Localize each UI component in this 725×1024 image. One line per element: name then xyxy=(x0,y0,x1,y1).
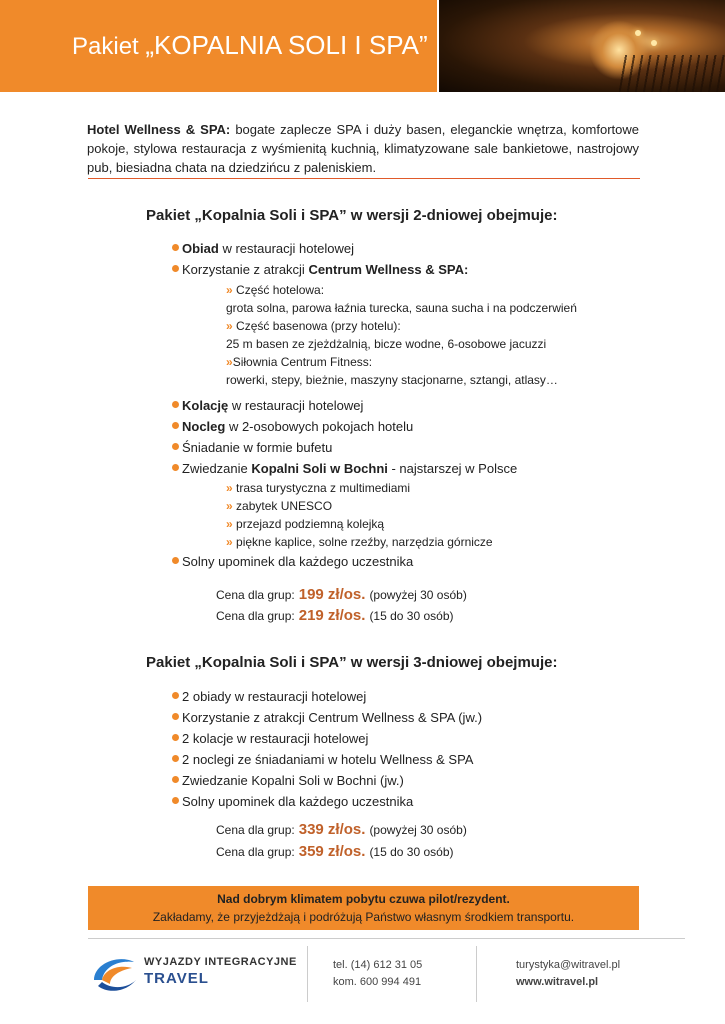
raquo-icon: » xyxy=(226,283,233,297)
phone-contacts xyxy=(333,957,422,991)
price-amount: 339 zł/os. xyxy=(298,821,366,838)
bullet-icon xyxy=(172,244,179,251)
list-item xyxy=(172,707,482,728)
title-main: „KOPALNIA SOLI I SPA” xyxy=(145,30,428,60)
list-item xyxy=(172,416,577,437)
bullet-icon xyxy=(172,265,179,272)
logo-line-1: WYJAZDY INTEGRACYJNE xyxy=(144,956,297,968)
item-text: w 2-osobowych pokojach hotelu xyxy=(225,419,414,434)
item-bold: Obiad xyxy=(182,241,219,256)
bullet-icon xyxy=(172,734,179,741)
price-note: (powyżej 30 osób) xyxy=(369,588,467,602)
email-link[interactable]: turystyka@witravel.pl xyxy=(516,959,621,971)
item-bold: Kolację xyxy=(182,398,229,413)
sub-item xyxy=(216,281,577,299)
list-item xyxy=(172,791,482,812)
sub-label: trasa turystyczna z multimediami xyxy=(232,481,411,495)
item-text: 2 obiady w restauracji hotelowej xyxy=(182,689,367,704)
bullet-icon xyxy=(172,422,179,429)
price-amount: 219 zł/os. xyxy=(298,607,366,624)
sub-label: zabytek UNESCO xyxy=(232,499,333,513)
item-text: Zwiedzanie xyxy=(182,461,252,476)
package-3day-heading: Pakiet „Kopalnia Soli i SPA” w wersji 3-dniowej obejmuje: xyxy=(146,654,558,671)
list-item xyxy=(172,749,482,770)
company-logo xyxy=(88,946,308,1002)
list-item xyxy=(172,770,482,791)
sub-item xyxy=(216,479,577,497)
raquo-icon: » xyxy=(226,499,233,513)
bullet-icon xyxy=(172,464,179,471)
mobile-number: kom. 600 994 491 xyxy=(333,976,422,988)
list-item xyxy=(172,551,577,572)
item-bold: Centrum Wellness & SPA: xyxy=(308,262,469,277)
mine-lamp-icon xyxy=(635,30,641,36)
mine-lamp-icon xyxy=(651,40,657,46)
item-bold: Kopalni Soli w Bochni xyxy=(251,461,388,476)
footer-divider xyxy=(88,938,685,939)
price-label: Cena dla grup: xyxy=(216,588,295,602)
spa-sublist xyxy=(216,281,577,389)
price-row xyxy=(216,843,454,860)
banner-line-2: Zakładamy, że przyjeżdżają i podróżują Państwo własnym środkiem transportu. xyxy=(152,910,575,924)
price-note: (powyżej 30 osób) xyxy=(369,823,467,837)
item-text: - najstarszej w Polsce xyxy=(387,461,518,476)
item-text: Solny upominek dla każdego uczestnika xyxy=(182,794,414,809)
item-bold: Nocleg xyxy=(182,419,226,434)
mine-sublist xyxy=(216,479,577,551)
sub-label: Część hotelowa: xyxy=(232,283,325,297)
title-prefix: Pakiet xyxy=(72,33,146,60)
raquo-icon: » xyxy=(226,517,233,531)
footer-separator xyxy=(307,946,308,1002)
price-label: Cena dla grup: xyxy=(216,845,295,859)
price-note: (15 do 30 osób) xyxy=(369,845,454,859)
price-row xyxy=(216,821,467,838)
sub-item xyxy=(216,353,577,371)
bullet-icon xyxy=(172,557,179,564)
salt-mine-photo xyxy=(439,0,725,92)
item-text: Zwiedzanie Kopalni Soli w Bochni (jw.) xyxy=(182,773,404,788)
website-link[interactable] xyxy=(516,974,620,991)
sub-label: Część basenowa (przy hotelu): xyxy=(232,319,401,333)
raquo-icon: » xyxy=(226,481,233,495)
item-text: Korzystanie z atrakcji xyxy=(182,262,309,277)
package-3day-list xyxy=(172,686,482,812)
package-2day-list xyxy=(172,238,577,572)
item-text: w restauracji hotelowej xyxy=(228,398,364,413)
swirl-logo-icon xyxy=(88,950,140,998)
list-item xyxy=(172,458,577,551)
list-item xyxy=(172,238,577,259)
price-row xyxy=(216,586,467,603)
sub-item xyxy=(216,533,577,551)
sub-detail: rowerki, stepy, bieżnie, maszyny stacjonarne, sztangi, atlasy… xyxy=(226,373,558,387)
intro-text: bogate zaplecze SPA i duży basen, eleganckie wnętrza, komfortowe pokoje, stylowa restauracja z wyśmienitą kuchnią, klimatyzowane sale bankietowe, nastrojowy pub, biesiadna chata na dziedzińcu z paleniskiem. xyxy=(87,122,640,175)
list-item xyxy=(172,437,577,458)
raquo-icon: » xyxy=(226,319,233,333)
package-2day-heading: Pakiet „Kopalnia Soli i SPA” w wersji 2-dniowej obejmuje: xyxy=(146,207,558,224)
divider xyxy=(88,178,640,179)
raquo-icon: » xyxy=(226,535,233,549)
footer-separator xyxy=(476,946,477,1002)
item-text: Solny upominek dla każdego uczestnika xyxy=(182,554,414,569)
hotel-intro xyxy=(87,120,639,177)
banner-line-1: Nad dobrym klimatem pobytu czuwa pilot/rezydent. xyxy=(217,892,510,906)
sub-label: przejazd podziemną kolejką xyxy=(232,517,385,531)
price-amount: 199 zł/os. xyxy=(298,586,366,603)
item-text: w restauracji hotelowej xyxy=(218,241,354,256)
item-text: Korzystanie z atrakcji Centrum Wellness & SPA (jw.) xyxy=(182,710,483,725)
price-label: Cena dla grup: xyxy=(216,823,295,837)
sub-label: piękne kaplice, solne rzeźby, narzędzia górnicze xyxy=(232,535,493,549)
sub-item xyxy=(216,317,577,335)
sub-label: Siłownia Centrum Fitness: xyxy=(232,355,373,369)
list-item xyxy=(172,686,482,707)
online-contacts xyxy=(516,957,620,991)
raquo-icon: » xyxy=(226,355,233,369)
list-item xyxy=(172,728,482,749)
list-item xyxy=(172,395,577,416)
bullet-icon xyxy=(172,401,179,408)
bullet-icon xyxy=(172,797,179,804)
sub-item xyxy=(216,515,577,533)
intro-label: Hotel Wellness & SPA: xyxy=(87,122,231,137)
item-text: 2 kolacje w restauracji hotelowej xyxy=(182,731,369,746)
bullet-icon xyxy=(172,692,179,699)
bullet-icon xyxy=(172,713,179,720)
mine-rail-track xyxy=(619,55,725,92)
list-item xyxy=(172,259,577,389)
sub-item xyxy=(216,497,577,515)
item-text: 2 noclegi ze śniadaniami w hotelu Wellness & SPA xyxy=(182,752,474,767)
bullet-icon xyxy=(172,776,179,783)
logo-line-2: TRAVEL xyxy=(144,970,209,987)
page-header xyxy=(0,0,725,92)
phone-number: tel. (14) 612 31 05 xyxy=(333,959,423,971)
price-note: (15 do 30 osób) xyxy=(369,609,454,623)
item-text: Śniadanie w formie bufetu xyxy=(182,440,333,455)
bullet-icon xyxy=(172,443,179,450)
sub-detail: 25 m basen ze zjeżdżalnią, bicze wodne, 6-osobowe jacuzzi xyxy=(226,337,547,351)
info-banner xyxy=(88,886,639,930)
price-amount: 359 zł/os. xyxy=(298,843,366,860)
price-row xyxy=(216,607,454,624)
price-label: Cena dla grup: xyxy=(216,609,295,623)
website-text: www.witravel.pl xyxy=(516,976,599,988)
bullet-icon xyxy=(172,755,179,762)
page-title xyxy=(72,30,428,61)
sub-detail: grota solna, parowa łaźnia turecka, sauna sucha i na podczerwień xyxy=(226,301,577,315)
